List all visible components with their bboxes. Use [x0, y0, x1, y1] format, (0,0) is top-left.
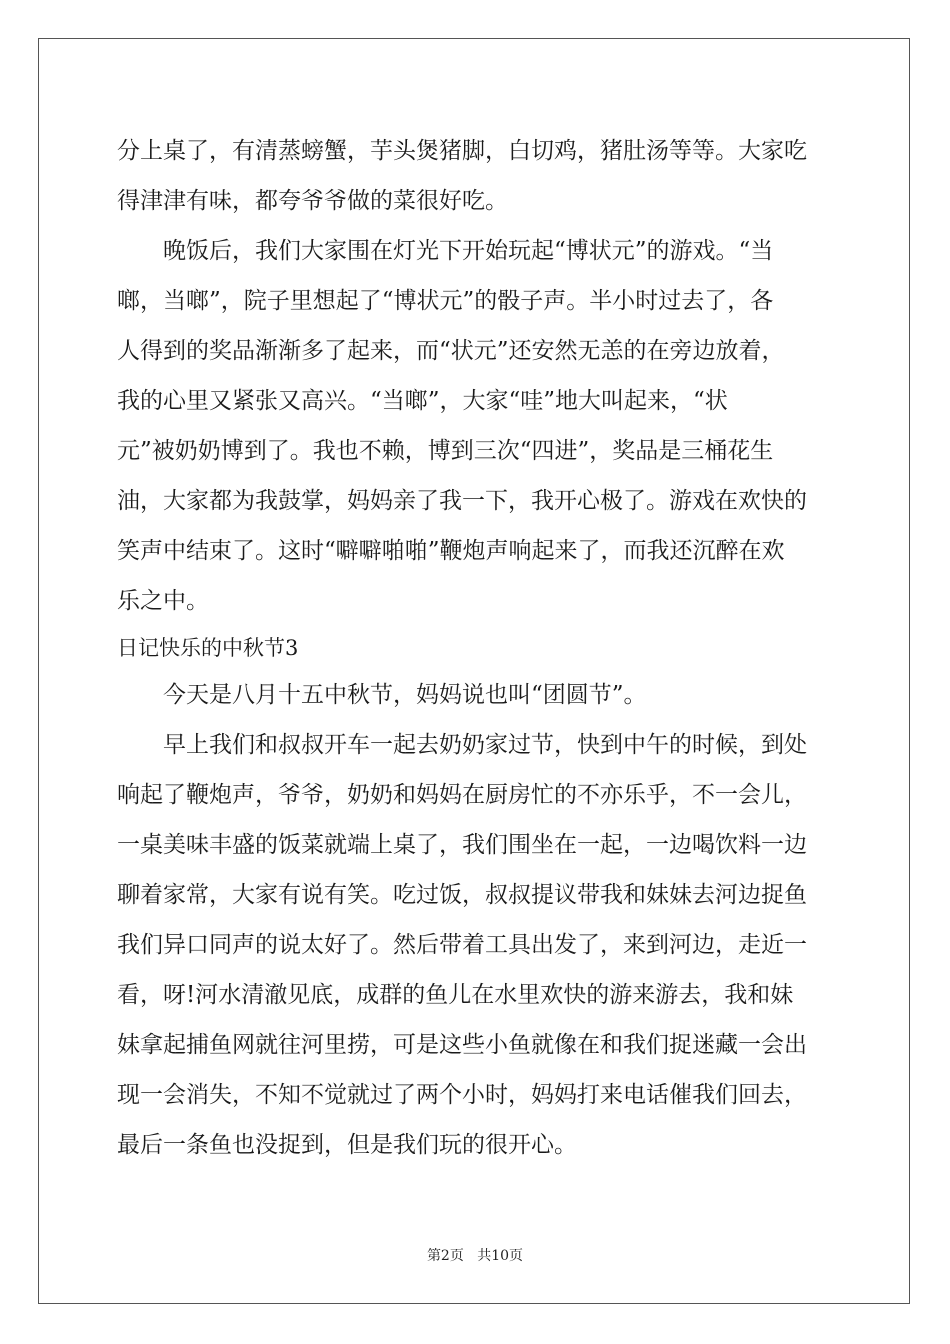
paragraph-line: 乐之中。	[117, 588, 209, 614]
page-number: 第2页	[426, 1248, 464, 1264]
paragraph-line: 人得到的奖品渐渐多了起来，而“状元”还安然无恙的在旁边放着，	[117, 338, 785, 364]
paragraph-line: 我们异口同声的说太好了。然后带着工具出发了，来到河边，走近一	[117, 932, 807, 958]
paragraph-line: 聊着家常，大家有说有笑。吃过饭，叔叔提议带我和妹妹去河边捉鱼	[117, 882, 807, 908]
paragraph-line: 我的心里又紧张又高兴。“当啷”，大家“哇”地大叫起来，“状	[117, 388, 728, 414]
section-heading: 日记快乐的中秋节3	[117, 636, 299, 660]
paragraph-line: 早上我们和叔叔开车一起去奶奶家过节，快到中午的时候，到处	[163, 732, 807, 758]
paragraph-line: 现一会消失，不知不觉就过了两个小时，妈妈打来电话催我们回去，	[117, 1082, 807, 1108]
paragraph-line: 今天是八月十五中秋节，妈妈说也叫“团圆节”。	[163, 682, 647, 708]
page-border	[38, 38, 910, 1304]
paragraph-line: 啷，当啷”，院子里想起了“博状元”的骰子声。半小时过去了，各	[117, 288, 774, 314]
page-footer	[0, 1247, 950, 1265]
paragraph-line: 妹拿起捕鱼网就往河里捞，可是这些小鱼就像在和我们捉迷藏一会出	[117, 1032, 807, 1058]
paragraph-line: 分上桌了，有清蒸螃蟹，芋头煲猪脚，白切鸡，猪肚汤等等。大家吃	[117, 138, 807, 164]
paragraph-line: 最后一条鱼也没捉到，但是我们玩的很开心。	[117, 1132, 577, 1158]
page-total: 共10页	[477, 1248, 524, 1264]
paragraph-line: 看，呀!河水清澈见底，成群的鱼儿在水里欢快的游来游去，我和妹	[117, 982, 794, 1008]
paragraph-line: 笑声中结束了。这时“噼噼啪啪”鞭炮声响起来了，而我还沉醉在欢	[117, 538, 785, 564]
paragraph-line: 一桌美味丰盛的饭菜就端上桌了，我们围坐在一起，一边喝饮料一边	[117, 832, 807, 858]
paragraph-line: 响起了鞭炮声，爷爷，奶奶和妈妈在厨房忙的不亦乐乎，不一会儿，	[117, 782, 807, 808]
paragraph-line: 得津津有味，都夸爷爷做的菜很好吃。	[117, 188, 508, 214]
paragraph-line: 元”被奶奶博到了。我也不赖，博到三次“四进”，奖品是三桶花生	[117, 438, 774, 464]
paragraph-line: 晚饭后，我们大家围在灯光下开始玩起“博状元”的游戏。“当	[163, 238, 774, 264]
paragraph-line: 油，大家都为我鼓掌，妈妈亲了我一下，我开心极了。游戏在欢快的	[117, 488, 807, 514]
